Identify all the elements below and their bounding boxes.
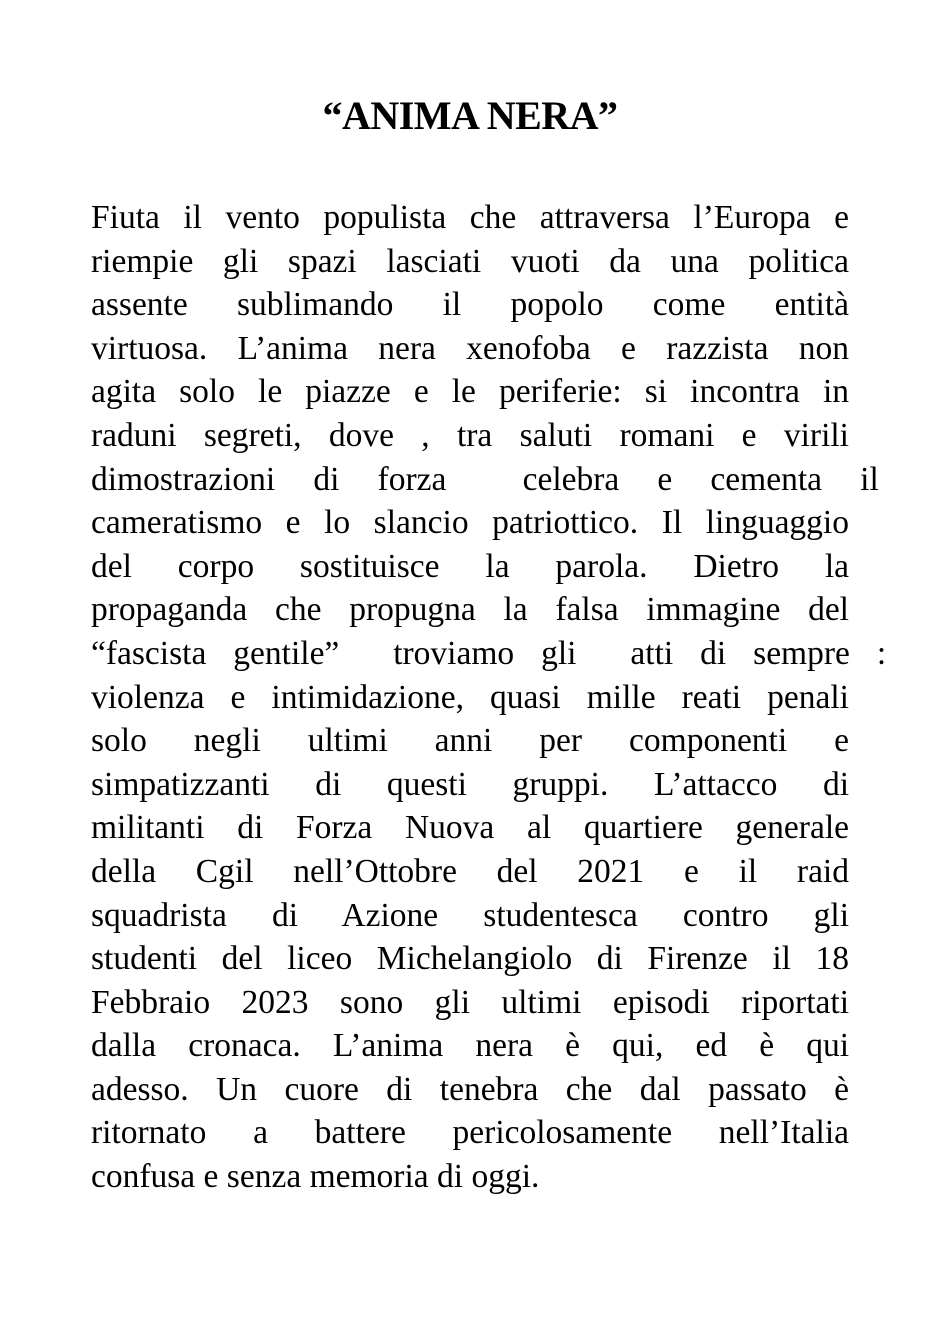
text-line: agita solo le piazze e le periferie: si incontra in — [91, 373, 849, 411]
text-line: adesso. Un cuore di tenebra che dal passato è — [91, 1070, 849, 1108]
text-line: Febbraio 2023 sono gli ultimi episodi riportati — [91, 983, 849, 1021]
text-line: simpatizzanti di questi gruppi. L’attacco di — [91, 765, 849, 803]
text-line: assente sublimando il popolo come entità — [91, 286, 849, 324]
text-line: della Cgil nell’Ottobre del 2021 e il raid — [91, 852, 849, 890]
text-line: militanti di Forza Nuova al quartiere generale — [91, 809, 849, 847]
text-line: solo negli ultimi anni per componenti e — [91, 722, 849, 760]
text-line: squadrista di Azione studentesca contro gli — [91, 896, 849, 934]
text-line: Fiuta il vento populista che attraversa l’Europa e — [91, 199, 849, 236]
text-line: ritornato a battere pericolosamente nell’Italia — [91, 1114, 849, 1152]
text-line: riempie gli spazi lasciati vuoti da una politica — [91, 242, 849, 280]
text-line: cameratismo e lo slancio patriottico. Il linguaggio — [91, 504, 849, 542]
text-line: dalla cronaca. L’anima nera è qui, ed è qui — [91, 1027, 849, 1065]
text-line: “fascista gentile” troviamo gli atti di sempre : — [91, 634, 887, 672]
text-line: confusa e senza memoria di oggi. — [91, 1158, 540, 1196]
text-line: propaganda che propugna la falsa immagine del — [91, 591, 849, 629]
page-title: “ANIMA NERA” — [322, 93, 618, 138]
text-line: del corpo sostituisce la parola. Dietro la — [91, 547, 849, 585]
text-line: studenti del liceo Michelangiolo di Firenze il 18 — [91, 940, 849, 978]
text-line: dimostrazioni di forza celebra e cementa il — [91, 460, 879, 498]
text-line: virtuosa. L’anima nera xenofoba e razzista non — [91, 329, 849, 367]
text-line: raduni segreti, dove , tra saluti romani e virili — [91, 416, 849, 454]
body-paragraph — [91, 196, 887, 1199]
text-line: violenza e intimidazione, quasi mille reati penali — [91, 678, 849, 716]
